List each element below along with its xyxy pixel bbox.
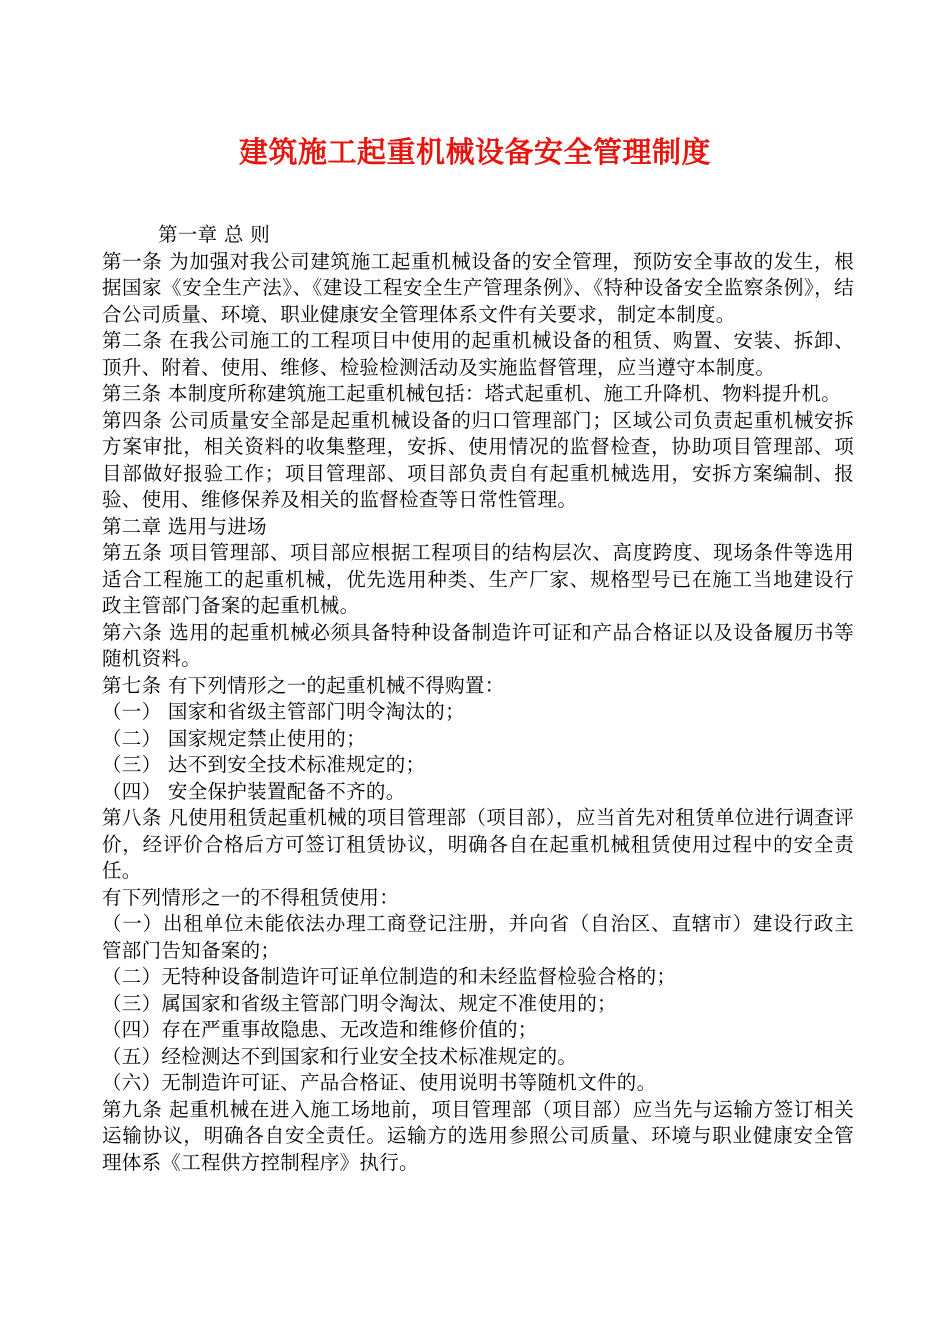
list-item: （一） 国家和省级主管部门明令淘汰的； (102, 700, 465, 723)
list-item: （二） 国家规定禁止使用的； (102, 726, 366, 750)
article-paragraph: 第一条 为加强对我公司建筑施工起重机械设备的安全管理，预防安全事故的发生，根据国家《安全生产法》、《建设工程安全生产管理条例》、《特种设备安全监察条例》，结合公司质量、环境、职业健康安全管理体系文件有关要求，制定本制度。 (102, 249, 854, 326)
article-paragraph: 第七条 有下列情形之一的起重机械不得购置： (102, 673, 505, 697)
chapter-heading: 第二章 选用与进场 (102, 514, 267, 538)
list-item: （六）无制造许可证、产品合格证、使用说明书等随机文件的。 (102, 1071, 657, 1094)
list-item: （四）存在严重事故隐患、无改造和维修价值的； (102, 1018, 538, 1041)
chapter-heading: 第一章 总 则 (158, 223, 270, 246)
article-paragraph: 第六条 选用的起重机械必须具备特种设备制造许可证和产品合格证以及设备履历书等随机资料。 (102, 620, 854, 670)
article-paragraph: 第二条 在我公司施工的工程项目中使用的起重机械设备的租赁、购置、安装、拆卸、顶升、附着、使用、维修、检验检测活动及实施监督管理，应当遵守本制度。 (102, 329, 854, 379)
document-body (102, 222, 854, 1176)
article-paragraph: 第九条 起重机械在进入施工场地前，项目管理部（项目部）应当先与运输方签订相关运输协议，明确各自安全责任。运输方的选用参照公司质量、环境与职业健康安全管理体系《工程供方控制程序》执行。 (102, 1097, 854, 1174)
article-paragraph: 第三条 本制度所称建筑施工起重机械包括：塔式起重机、施工升降机、物料提升机。 (102, 382, 842, 405)
article-paragraph: 第八条 凡使用租赁起重机械的项目管理部（项目部），应当首先对租赁单位进行调查评价，经评价合格后方可签订租赁协议，明确各自在起重机械租赁使用过程中的安全责任。 (102, 806, 854, 882)
list-item: （三） 达不到安全技术标准规定的； (102, 753, 426, 776)
list-item: （四） 安全保护装置配备不齐的。 (102, 779, 406, 803)
article-paragraph: 第四条 公司质量安全部是起重机械设备的归口管理部门；区域公司负责起重机械安拆方案审批，相关资料的收集整理，安拆、使用情况的监督检查，协助项目管理部、项目部做好报验工作；项目管理部、项目部负责自有起重机械选用，安拆方案编制、报验、使用、维修保养及相关的监督检查等日常性管理。 (102, 408, 854, 511)
list-item: （二）无特种设备制造许可证单位制造的和未经监督检验合格的； (102, 965, 677, 988)
article-paragraph: 第五条 项目管理部、项目部应根据工程项目的结构层次、高度跨度、现场条件等选用适合工程施工的起重机械，优先选用种类、生产厂家、规格型号已在施工当地建设行政主管部门备案的起重机械。 (102, 541, 854, 617)
document-title: 建筑施工起重机械设备安全管理制度 (238, 135, 711, 169)
article-paragraph: 有下列情形之一的不得租赁使用： (102, 885, 400, 909)
list-item: （五）经检测达不到国家和行业安全技术标准规定的。 (102, 1044, 578, 1068)
list-item: （三）属国家和省级主管部门明令淘汰、规定不准使用的； (102, 991, 617, 1015)
list-item: （一）出租单位未能依法办理工商登记注册，并向省（自治区、直辖市）建设行政主管部门告知备案的； (102, 912, 854, 962)
